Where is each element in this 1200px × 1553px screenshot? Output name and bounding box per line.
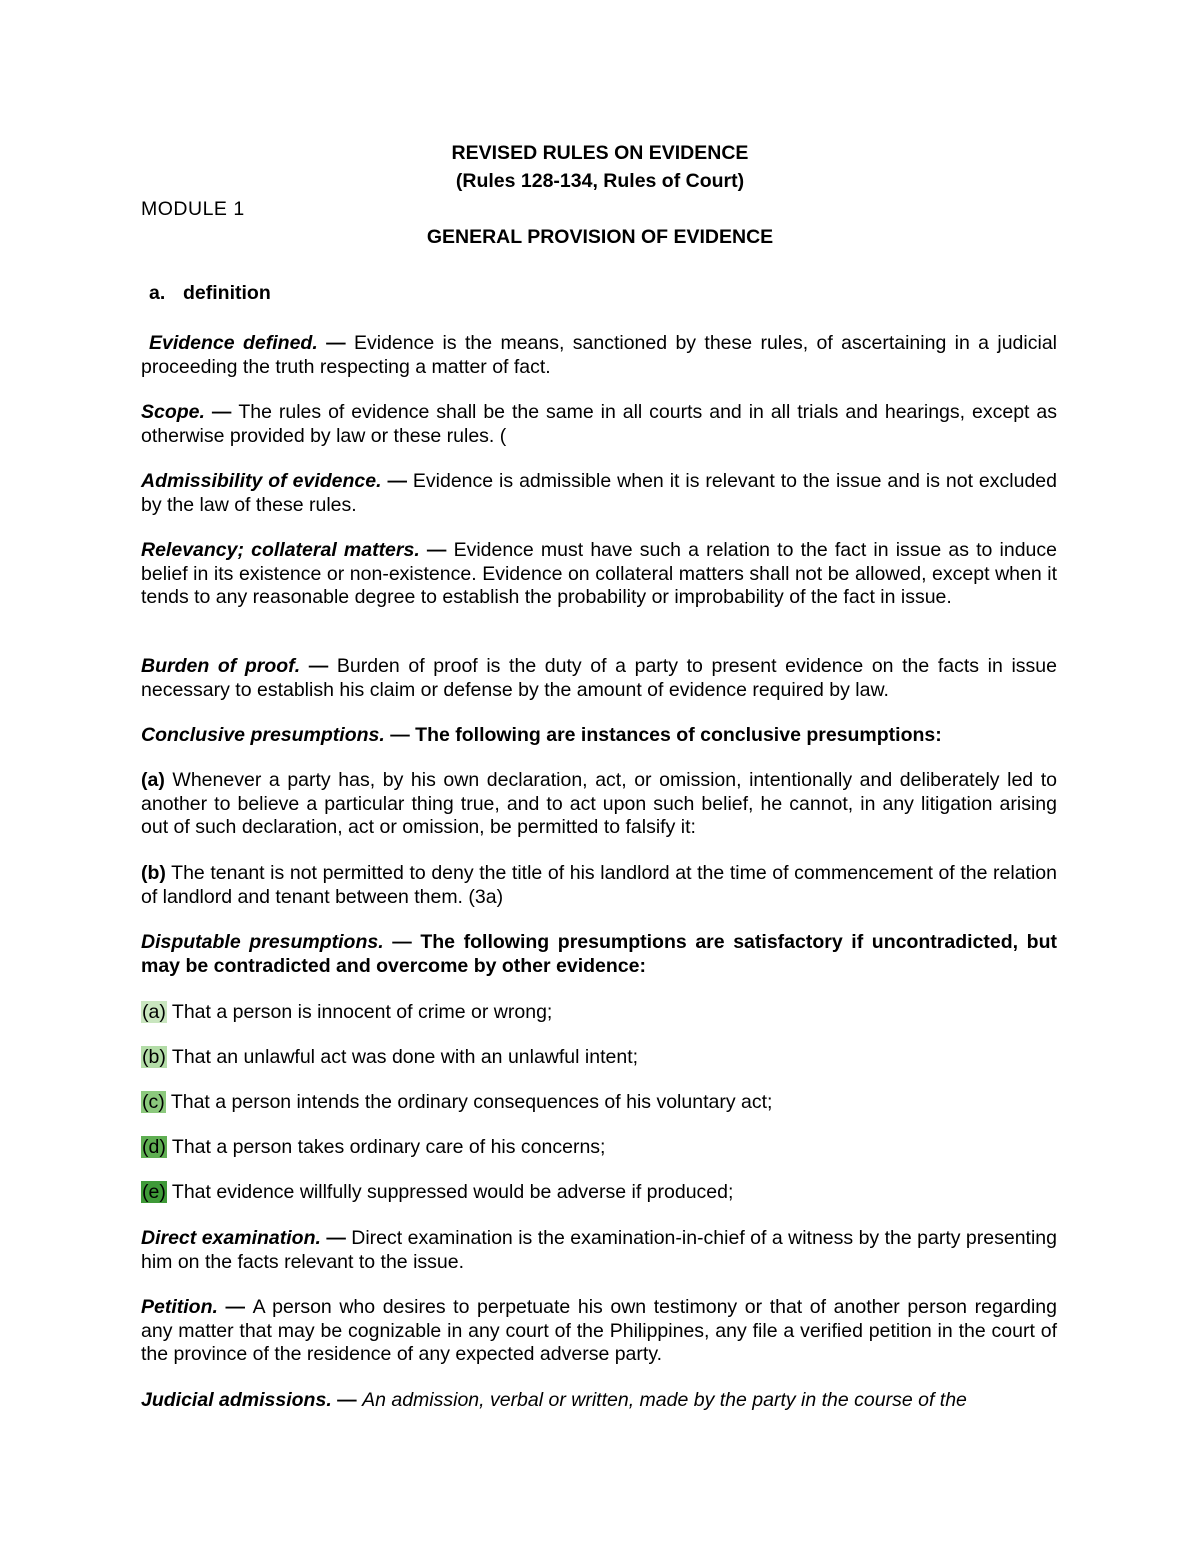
paragraph-text: Direct examination is the examination-in-chief of a witness by the party presenting him on the facts relevant to the issue.: [141, 1227, 1057, 1273]
term: Disputable presumptions.: [141, 931, 384, 953]
term: Burden of proof.: [141, 655, 301, 677]
highlighted-item-marker: (d): [142, 1136, 166, 1158]
term: Direct examination.: [141, 1227, 321, 1249]
paragraph-text: The rules of evidence shall be the same in all courts and in all trials and hearings, except as otherwise provided by law or these rules. (: [141, 401, 1057, 447]
list-item: [141, 1181, 1057, 1205]
dash: —: [383, 931, 421, 953]
paragraph-text: The following are instances of conclusive presumptions:: [415, 724, 942, 746]
dash: —: [317, 332, 354, 354]
highlighted-item-marker: (b): [142, 1046, 166, 1068]
item-text: That an unlawful act was done with an unlawful intent;: [166, 1046, 639, 1068]
list-label: definition: [183, 282, 271, 304]
paragraph-text: A person who desires to perpetuate his own testimony or that of another person regarding any matter that may be cognizable in any court of the Philippines, any file a verified petition in the court of the province of the residence of any expected adverse party.: [141, 1296, 1057, 1365]
paragraph-scope: [141, 401, 1057, 448]
item-marker: (b): [141, 862, 166, 884]
item-text: That evidence willfully suppressed would be adverse if produced;: [166, 1181, 734, 1203]
paragraph-relevancy: [141, 539, 1057, 610]
paragraph-text: Whenever a party has, by his own declaration, act, or omission, intentionally and deliberately led to another to believe a particular thing true, and to act upon such belief, he cannot, in any litigation arising out of such declaration, act or omission, be permitted to falsify it:: [141, 769, 1057, 838]
item-text: That a person intends the ordinary consequences of his voluntary act;: [165, 1091, 773, 1113]
term: Evidence defined.: [149, 332, 318, 354]
list-item-definition: [141, 282, 1057, 306]
paragraph-text: Evidence is admissible when it is relevant to the issue and is not excluded by the law of these rules.: [141, 470, 1057, 516]
module-label: MODULE 1: [141, 198, 245, 220]
dash: —: [381, 470, 413, 492]
highlighted-item-marker: (a): [142, 1001, 166, 1023]
term: Petition.: [141, 1296, 218, 1318]
dash: —: [204, 401, 239, 423]
dash: —: [300, 655, 337, 677]
document-title: REVISED RULES ON EVIDENCE: [451, 142, 749, 164]
list-item: [141, 1046, 1057, 1070]
dash: —: [320, 1227, 352, 1249]
dash: —: [384, 724, 416, 746]
paragraph-text: The following presumptions are satisfactory if uncontradicted, but may be contradicted and overcome by other evidence:: [141, 931, 1057, 977]
list-item: [141, 1001, 1057, 1025]
highlighted-item-marker: (c): [142, 1091, 165, 1113]
paragraph-text: The tenant is not permitted to deny the title of his landlord at the time of commencement of the relation of landlord and tenant between them. (3a): [141, 862, 1057, 908]
paragraph-direct-examination: [141, 1227, 1057, 1274]
list-item: [141, 1091, 1057, 1115]
paragraph-disputable-presumptions: [141, 931, 1057, 978]
list-item: [141, 1136, 1057, 1160]
paragraph-admissibility: [141, 470, 1057, 517]
term: Scope.: [141, 401, 205, 423]
paragraph-burden-of-proof: [141, 655, 1057, 702]
paragraph-text: Evidence must have such a relation to the fact in issue as to induce belief in its existence or non-existence. Evidence on collateral matters shall not be allowed, except when it tends to any reasonable degree to establish the probability or improbability of the fact in issue.: [141, 539, 1057, 608]
term: Admissibility of evidence.: [141, 470, 382, 492]
paragraph-text: Burden of proof is the duty of a party to present evidence on the facts in issue necessary to establish his claim or defense by the amount of evidence required by law.: [141, 655, 1057, 701]
paragraph-petition: [141, 1296, 1057, 1367]
paragraph-conclusive-presumptions: [141, 724, 1057, 748]
paragraph-text: Evidence is the means, sanctioned by these rules, of ascertaining in a judicial proceeding the truth respecting a matter of fact.: [141, 332, 1057, 378]
term: Relevancy; collateral matters.: [141, 539, 420, 561]
term: Conclusive presumptions.: [141, 724, 385, 746]
document-subtitle: (Rules 128-134, Rules of Court): [455, 170, 745, 192]
item-marker: (a): [141, 769, 165, 791]
paragraph-text: An admission, verbal or written, made by the party in the course of the: [362, 1389, 967, 1411]
dash: —: [419, 539, 454, 561]
term: Judicial admissions.: [141, 1389, 332, 1411]
paragraph-conclusive-a: [141, 769, 1057, 840]
dash: —: [331, 1389, 363, 1411]
highlighted-item-marker: (e): [142, 1181, 166, 1203]
paragraph-conclusive-b: [141, 862, 1057, 909]
section-title: GENERAL PROVISION OF EVIDENCE: [426, 226, 774, 248]
paragraph-evidence-defined: [141, 332, 1057, 379]
item-text: That a person is innocent of crime or wrong;: [166, 1001, 553, 1023]
dash: —: [217, 1296, 253, 1318]
paragraph-judicial-admissions: [141, 1389, 1057, 1413]
item-text: That a person takes ordinary care of his concerns;: [166, 1136, 606, 1158]
list-marker: a.: [149, 282, 166, 304]
